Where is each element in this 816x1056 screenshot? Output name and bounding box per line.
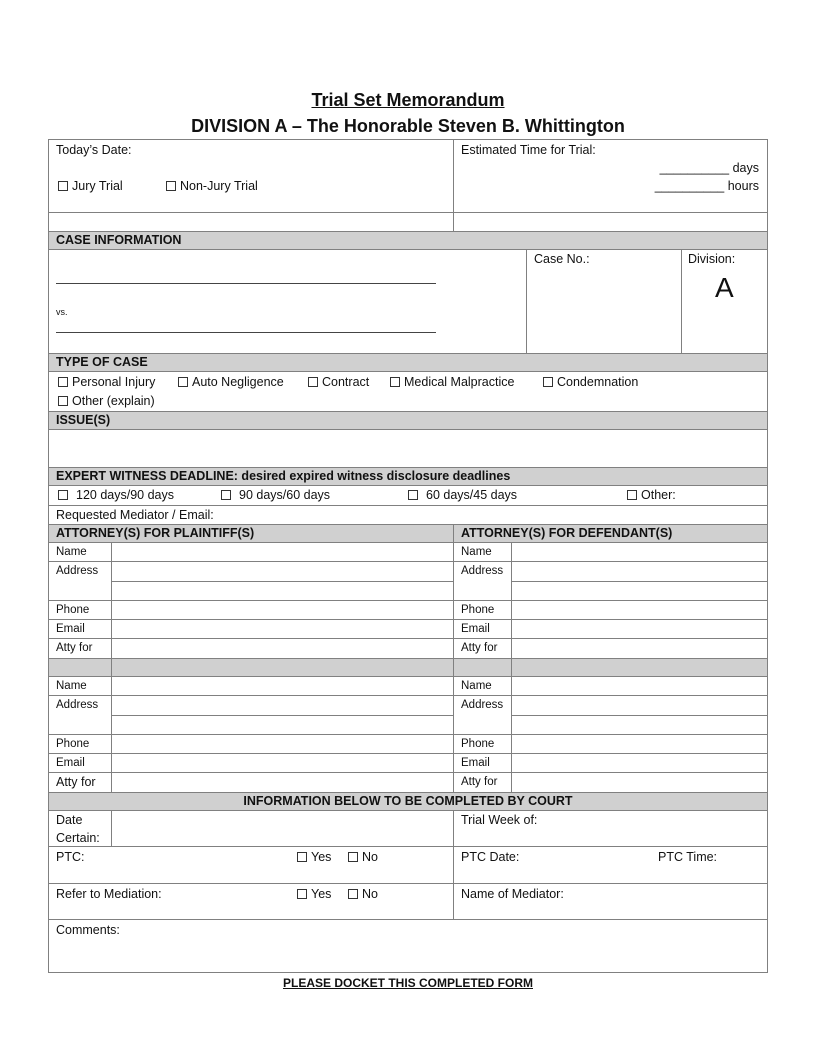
ptc-no-option[interactable]: No [348, 850, 378, 864]
plaintiff-2-name-label: Name [56, 680, 87, 692]
90-60-checkbox[interactable] [221, 490, 231, 500]
defendant-1-address-label: Address [461, 565, 504, 577]
court-heading: INFORMATION BELOW TO BE COMPLETED BY COURT [243, 794, 573, 808]
ptc-label: PTC: [56, 850, 85, 864]
medical-malpractice-checkbox[interactable] [390, 377, 400, 387]
option-medical-malpractice[interactable]: Medical Malpractice [390, 375, 514, 389]
plaintiff-name-line[interactable] [56, 283, 436, 284]
plaintiff-2-phone-label: Phone [56, 738, 90, 750]
option-90-60[interactable]: 90 days/60 days [221, 488, 330, 502]
option-120-90[interactable]: 120 days/90 days [58, 488, 174, 502]
defendant-1-atty-for-label: Atty for [461, 642, 498, 654]
option-auto-negligence[interactable]: Auto Negligence [178, 375, 284, 389]
type-of-case-band [49, 353, 767, 371]
option-contract[interactable]: Contract [308, 375, 369, 389]
plaintiff-1-address-label: Address [56, 565, 99, 577]
ptc-date-label: PTC Date: [461, 850, 520, 864]
division-value: A [715, 272, 734, 303]
defendant-1-email-label: Email [461, 623, 490, 635]
defendant-2-email-label: Email [461, 757, 490, 769]
plaintiff-1-atty-for-label: Atty for [56, 642, 93, 654]
defendant-2-name-label: Name [461, 680, 492, 692]
other-checkbox[interactable] [58, 396, 68, 406]
name-of-mediator-label: Name of Mediator: [461, 887, 564, 901]
attorney-separator-band [49, 658, 767, 676]
option-personal-injury[interactable]: Personal Injury [58, 375, 155, 389]
auto-negligence-checkbox[interactable] [178, 377, 188, 387]
date-certain-label-line1: Date [56, 813, 83, 827]
defendant-2-atty-for-label: Atty for [461, 776, 498, 788]
plaintiff-attorney-heading: ATTORNEY(S) FOR PLAINTIFF(S) [56, 526, 255, 540]
mediation-no-checkbox[interactable] [348, 889, 358, 899]
division-label: Division: [688, 252, 736, 266]
versus-label: vs. [56, 307, 68, 317]
option-other-deadline[interactable]: Other: [627, 488, 676, 502]
option-condemnation[interactable]: Condemnation [543, 375, 638, 389]
plaintiff-1-phone-label: Phone [56, 604, 90, 616]
contract-checkbox[interactable] [308, 377, 318, 387]
case-number-label: Case No.: [534, 252, 590, 266]
plaintiff-2-email-label: Email [56, 757, 85, 769]
120-90-checkbox[interactable] [58, 490, 68, 500]
defendant-1-phone-label: Phone [461, 604, 495, 616]
mediation-yes-option[interactable]: Yes [297, 887, 331, 901]
expert-heading: EXPERT WITNESS DEADLINE: desired expired witness disclosure deadlines [56, 469, 511, 483]
estimated-time-label: Estimated Time for Trial: [461, 143, 596, 157]
days-blank[interactable]: __________ days [659, 161, 759, 175]
defendant-name-line[interactable] [56, 332, 436, 333]
ptc-time-label: PTC Time: [658, 850, 718, 864]
jury-trial-option[interactable]: Jury Trial [58, 179, 123, 193]
defendant-2-address-label: Address [461, 699, 504, 711]
case-info-heading: CASE INFORMATION [56, 233, 182, 247]
refer-mediation-label: Refer to Mediation: [56, 887, 162, 901]
type-of-case-heading: TYPE OF CASE [56, 355, 148, 369]
trial-week-label: Trial Week of: [461, 813, 538, 827]
ptc-yes-checkbox[interactable] [297, 852, 307, 862]
mediation-no-option[interactable]: No [348, 887, 378, 901]
issues-heading: ISSUE(S) [56, 413, 111, 427]
hours-blank[interactable]: __________ hours [654, 179, 759, 193]
option-60-45[interactable]: 60 days/45 days [408, 488, 517, 502]
requested-mediator-label: Requested Mediator / Email: [56, 508, 214, 522]
personal-injury-checkbox[interactable] [58, 377, 68, 387]
defendant-1-name-label: Name [461, 546, 492, 558]
condemnation-checkbox[interactable] [543, 377, 553, 387]
option-other[interactable]: Other (explain) [58, 394, 155, 408]
jury-trial-checkbox[interactable] [58, 181, 68, 191]
ptc-yes-option[interactable]: Yes [297, 850, 331, 864]
mediation-yes-checkbox[interactable] [297, 889, 307, 899]
date-certain-label-line2: Certain: [56, 831, 100, 845]
plaintiff-1-email-label: Email [56, 623, 85, 635]
form-subtitle: DIVISION A – The Honorable Steven B. Whittington [191, 116, 625, 136]
form-sheet [48, 139, 768, 973]
plaintiff-2-address-label: Address [56, 699, 99, 711]
non-jury-trial-option[interactable]: Non-Jury Trial [166, 179, 258, 193]
plaintiff-1-name-label: Name [56, 546, 87, 558]
todays-date-label: Today’s Date: [56, 143, 132, 157]
60-45-checkbox[interactable] [408, 490, 418, 500]
comments-label: Comments: [56, 923, 120, 937]
non-jury-trial-checkbox[interactable] [166, 181, 176, 191]
ptc-no-checkbox[interactable] [348, 852, 358, 862]
issues-band [49, 411, 767, 429]
form-title: Trial Set Memorandum [311, 90, 505, 110]
plaintiff-2-atty-for-label: Atty for [56, 775, 96, 789]
defendant-attorney-heading: ATTORNEY(S) FOR DEFENDANT(S) [461, 526, 673, 540]
other-deadline-checkbox[interactable] [627, 490, 637, 500]
defendant-2-phone-label: Phone [461, 738, 495, 750]
docket-footer: PLEASE DOCKET THIS COMPLETED FORM [282, 976, 533, 990]
